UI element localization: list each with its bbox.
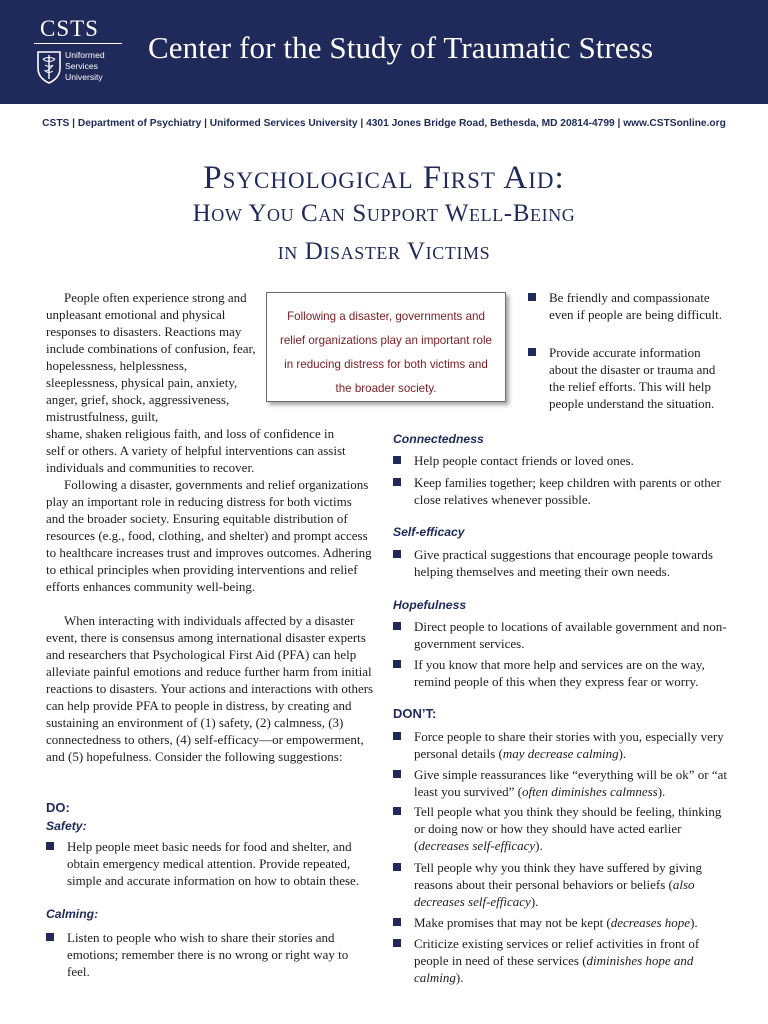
list-item-text: Tell people what you think they should be feeling, thinking or doing now or how they should have acted earlier ( xyxy=(414,804,722,853)
list-item-effect: diminishes hope and calming xyxy=(414,953,694,985)
list-item-end: ). xyxy=(530,894,539,909)
bullet-square-icon xyxy=(528,348,536,356)
bullet-square-icon xyxy=(393,732,401,740)
contact-website-link[interactable]: www.CSTSonline.org xyxy=(623,118,726,129)
bullet-square-icon xyxy=(393,807,401,815)
list-item-end: ). xyxy=(618,746,627,761)
csts-logo[interactable] xyxy=(34,16,126,90)
bullet-square-icon xyxy=(393,550,401,558)
logo-line: University xyxy=(65,72,103,82)
bullet-square-icon xyxy=(393,622,401,630)
list-item-effect: often diminishes calmness xyxy=(521,784,658,799)
list-item-effect: may decrease calming xyxy=(502,746,619,761)
center-title: Center for the Study of Traumatic Stress xyxy=(148,30,654,65)
self-efficacy-heading: Self-efficacy xyxy=(393,525,465,539)
list-item-text: Listen to people who wish to share their stories and emotions; remember there is no wrong or right way to feel. xyxy=(67,930,349,979)
bullet-square-icon xyxy=(46,933,54,941)
bullet-square-icon xyxy=(393,478,401,486)
safety-heading: Safety: xyxy=(46,819,87,833)
list-item-text: Help people contact friends or loved ones. xyxy=(414,453,634,468)
list-item-text: Direct people to locations of available government and non-government services. xyxy=(414,619,727,651)
logo-wordmark: CSTS xyxy=(40,16,99,41)
document-subtitle-line2: in Disaster Victims xyxy=(277,238,491,265)
intro-paragraph-3: When interacting with individuals affected by a disaster event, there is consensus among international disaster experts and researchers that Psychological First Aid (PFA) can help alleviate painful emotions and reduce further harm from initial reactions to disasters. Your actions and interactions with others can help provide PFA to people in distress, by creating and sustaining an environment of (1) safety, (2) calmness, (3) connectedness to others, (4) self-efficacy—or empowerment, and (5) hopefulness. Consider the following suggestions: xyxy=(46,613,374,764)
list-item-end: ). xyxy=(535,838,543,853)
contact-address: 4301 Jones Bridge Road, Bethesda, MD 20814-4799 xyxy=(366,118,615,129)
logo-line: Uniformed xyxy=(65,50,105,60)
list-item-effect: also decreases self-efficacy xyxy=(414,877,695,909)
intro-paragraph-1: People often experience strong and unpleasant emotional and physical responses to disasters. Reactions may include combinations of confusion, fear, hopelessness, helplessness, sleeplessness, physical pain, anxiety, anger, grief, shock, aggressiveness, mistrustfulness, guilt, xyxy=(46,290,256,424)
list-item-text: Tell people why you think they have suffered by giving reasons about their personal behaviors or beliefs ( xyxy=(414,860,703,892)
pull-quote-text: Following a disaster, governments and relief organizations play an important role in reducing distress for both victims and the broader society. xyxy=(279,310,493,395)
contact-line: CSTS | Department of Psychiatry | Uniformed Services University | 4301 Jones Bridge Road, Bethesda, MD 20814-4799 | www.CSTSonline.org xyxy=(42,118,726,129)
list-item-end: ). xyxy=(657,784,666,799)
list-item-text: Keep families together; keep children with parents or other close relatives whenever possible. xyxy=(414,475,721,507)
list-item-end: ). xyxy=(455,970,464,985)
list-item-text: Make promises that may not be kept ( xyxy=(414,915,611,930)
list-item-text: Give practical suggestions that encourage people towards helping themselves and meeting their own needs. xyxy=(414,547,713,579)
list-item-text: Force people to share their stories with you, especially very personal details ( xyxy=(414,729,724,761)
logo-line: Services xyxy=(65,61,98,71)
list-item-text: If you know that more help and services are on the way, remind people of this when they express fear or worry. xyxy=(414,657,705,689)
list-item-text: Give simple reassurances like “everything will be ok” or “at least you survived” ( xyxy=(414,767,727,799)
list-item-text: Criticize existing services or relief activities in front of people in need of these services ( xyxy=(414,936,700,968)
list-item-effect: decreases hope xyxy=(610,915,691,930)
document-title: Psychological First Aid: xyxy=(203,160,565,196)
pull-quote-box xyxy=(266,292,506,402)
logo-divider xyxy=(34,43,122,44)
header-band xyxy=(0,0,768,104)
bullet-square-icon xyxy=(393,456,401,464)
list-item-effect: decreases self-efficacy xyxy=(418,838,536,853)
intro-paragraph-1-cont: shame, shaken religious faith, and loss of confidence in self or others. A variety of helpful interventions can assist individuals and communities to recover. xyxy=(46,426,346,475)
document-subtitle-line1: How You Can Support Well-Being xyxy=(192,200,576,227)
contact-dept: Department of Psychiatry xyxy=(77,118,202,129)
intro-paragraph-2: Following a disaster, governments and relief organizations play an important role in reducing distress for both victims and the broader society. Ensuring equitable distribution of resources (e.g., food, clothing, and shelter) and prompt access to healthcare increases trust and improves outcomes. Adhering to ethical principles when providing interventions and relief efforts enhances community well-being. xyxy=(46,477,372,594)
bullet-square-icon xyxy=(393,918,401,926)
dont-heading: DON’T: xyxy=(393,706,437,721)
list-item-text: Provide accurate information about the disaster or trauma and the relief efforts. This will help people understand the situation. xyxy=(549,345,716,411)
contact-org: CSTS xyxy=(42,118,70,129)
bullet-square-icon xyxy=(528,293,536,301)
hopefulness-heading: Hopefulness xyxy=(393,598,467,612)
contact-univ: Uniformed Services University xyxy=(209,118,358,129)
calming-heading: Calming: xyxy=(46,907,99,921)
list-item-text: Help people meet basic needs for food and shelter, and obtain emergency medical attention. Provide repeated, simple and accurate information on how to obtain these. xyxy=(67,839,360,888)
caduceus-shield-icon xyxy=(36,50,62,84)
connectedness-heading: Connectedness xyxy=(393,432,484,446)
bullet-square-icon xyxy=(393,770,401,778)
bullet-square-icon xyxy=(46,842,54,850)
bullet-square-icon xyxy=(393,939,401,947)
list-item-end: ). xyxy=(690,915,698,930)
bullet-square-icon xyxy=(393,660,401,668)
do-heading: DO: xyxy=(46,800,70,815)
bullet-square-icon xyxy=(393,863,401,871)
logo-university-name xyxy=(65,50,105,83)
list-item-text: Be friendly and compassionate even if people are being difficult. xyxy=(549,290,723,322)
